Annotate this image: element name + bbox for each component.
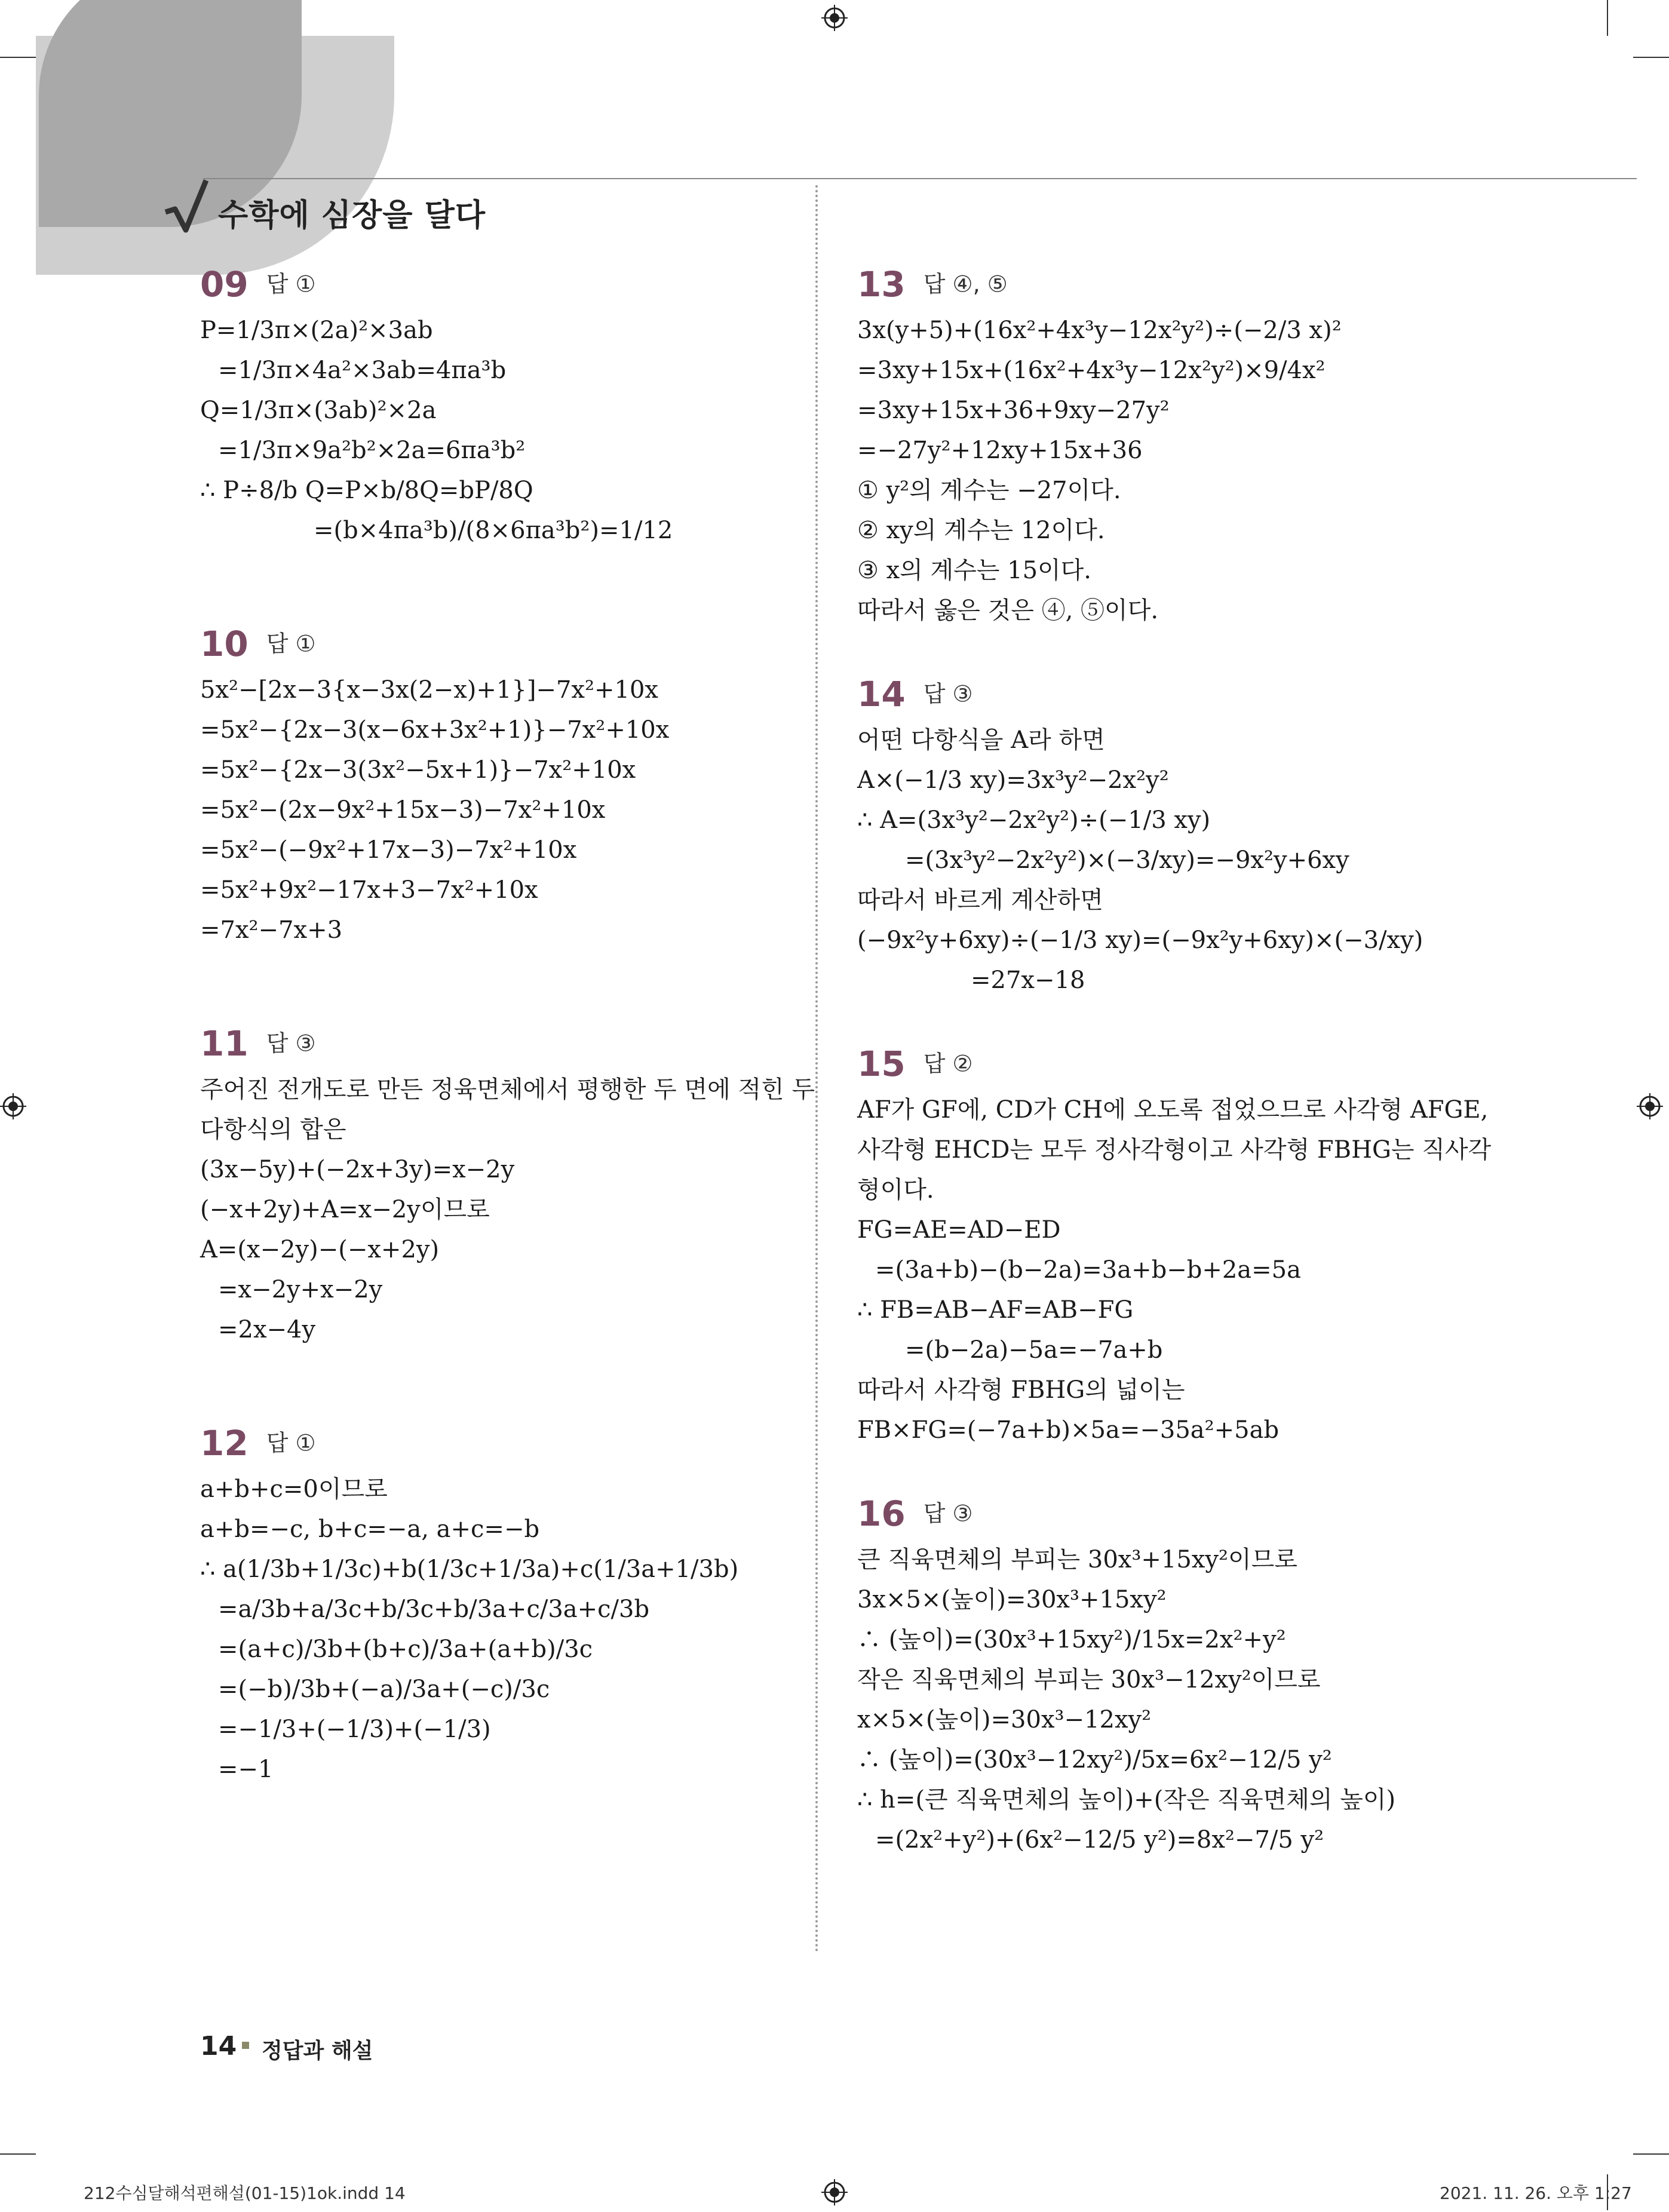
solution-line: =(a+c)/3b+(b+c)/3a+(a+b)/3c xyxy=(218,1636,593,1663)
solution-line: =(b×4πa³b)/(8×6πa³b²)=1/12 xyxy=(314,517,673,544)
solution-line: 다항식의 합은 xyxy=(200,1116,346,1143)
solution-line: =2x−4y xyxy=(218,1316,316,1343)
solution-line: ∴ P÷8/b Q=P×b/8Q=bP/8Q xyxy=(200,477,533,504)
solution-line: 5x²−[2x−3{x−3x(2−x)+1}]−7x²+10x xyxy=(200,676,658,704)
solution-line: =5x²−(−9x²+17x−3)−7x²+10x xyxy=(200,836,577,864)
solution-line: =1/3π×9a²b²×2a=6πa³b² xyxy=(218,437,526,464)
problem-header xyxy=(857,263,1455,311)
right-column xyxy=(857,263,1492,1860)
solution-line: 사각형 EHCD는 모두 정사각형이고 사각형 FBHG는 직사각 xyxy=(857,1136,1492,1164)
solution-line: =−1 xyxy=(218,1756,274,1783)
problem-number: 14 xyxy=(857,673,906,714)
left-column xyxy=(200,263,815,1790)
registration-mark-left xyxy=(0,1093,26,1119)
problem-number: 12 xyxy=(200,1422,248,1464)
solution-line: (3x−5y)+(−2x+3y)=x−2y xyxy=(200,1156,515,1183)
solution-line: ∴ A=(3x³y²−2x²y²)÷(−1/3 xy) xyxy=(857,806,1211,834)
solution-line: 따라서 옳은 것은 ④, ⑤이다. xyxy=(857,597,1159,624)
solution-line: 어떤 다항식을 A라 하면 xyxy=(857,726,1105,754)
solution-line: 따라서 사각형 FBHG의 넓이는 xyxy=(857,1376,1185,1404)
solution-line: ∴ (높이)=(30x³−12xy²)/5x=6x²−12/5 y² xyxy=(857,1746,1332,1774)
solution-line: ∴ a(1/3b+1/3c)+b(1/3c+1/3a)+c(1/3a+1/3b) xyxy=(200,1556,739,1583)
problem-header xyxy=(857,1492,1455,1540)
solution-line: =3xy+15x+(16x²+4x³y−12x²y²)×9/4x² xyxy=(857,357,1326,384)
answer-label: 답 ② xyxy=(923,1050,973,1077)
answer-label: 답 ④, ⑤ xyxy=(923,271,1008,297)
problem-12 xyxy=(200,1422,786,1790)
header-rule xyxy=(203,178,818,179)
solution-line: 주어진 전개도로 만든 정육면체에서 평행한 두 면에 적힌 두 xyxy=(200,1076,815,1103)
registration-mark-bottom xyxy=(821,2179,848,2205)
answer-label: 답 ① xyxy=(266,271,316,297)
solution-line: FG=AE=AD−ED xyxy=(857,1216,1061,1244)
solution-line: 형이다. xyxy=(857,1176,934,1204)
problem-number: 10 xyxy=(200,623,248,664)
problem-16 xyxy=(857,1492,1455,1860)
problem-header xyxy=(200,263,786,311)
solution-line: Q=1/3π×(3ab)²×2a xyxy=(200,397,437,424)
solution-line: 작은 직육면체의 부피는 30x³−12xy²이므로 xyxy=(857,1666,1321,1693)
solution-line: =1/3π×4a²×3ab=4πa³b xyxy=(218,357,507,384)
solution-line: A×(−1/3 xy)=3x³y²−2x²y² xyxy=(857,766,1169,794)
problem-header xyxy=(200,622,786,670)
column-divider xyxy=(815,185,818,1953)
problem-header xyxy=(200,1422,786,1469)
answer-label: 답 ① xyxy=(266,630,316,657)
answer-label: 답 ③ xyxy=(923,680,973,707)
solution-line: =x−2y+x−2y xyxy=(218,1276,383,1303)
solution-line: AF가 GF에, CD가 CH에 오도록 접었으므로 사각형 AFGE, xyxy=(857,1096,1489,1124)
problem-number: 16 xyxy=(857,1493,906,1534)
problem-header xyxy=(200,1022,786,1070)
registration-mark-top xyxy=(821,5,848,31)
problem-14 xyxy=(857,673,1455,1001)
answer-label: 답 ③ xyxy=(923,1500,973,1527)
problem-11 xyxy=(200,1022,815,1350)
solution-line: =(−b)/3b+(−a)/3a+(−c)/3c xyxy=(218,1676,550,1703)
solution-line: =5x²−{2x−3(3x²−5x+1)}−7x²+10x xyxy=(200,756,636,784)
solution-line: =(3a+b)−(b−2a)=3a+b−b+2a=5a xyxy=(875,1256,1301,1284)
solution-line: (−x+2y)+A=x−2y이므로 xyxy=(200,1196,490,1223)
problem-number: 11 xyxy=(200,1023,248,1064)
solution-line: =5x²−(2x−9x²+15x−3)−7x²+10x xyxy=(200,796,606,824)
solution-line: =a/3b+a/3c+b/3c+b/3a+c/3a+c/3b xyxy=(218,1596,650,1623)
problem-number: 09 xyxy=(200,263,248,305)
problem-header xyxy=(857,673,1455,720)
crop-mark xyxy=(1633,57,1669,58)
solution-line: ∴ (높이)=(30x³+15xy²)/15x=2x²+y² xyxy=(857,1626,1286,1653)
problem-13 xyxy=(857,263,1455,631)
solution-line: a+b=−c, b+c=−a, a+c=−b xyxy=(200,1515,540,1543)
problem-10 xyxy=(200,622,786,950)
problem-09 xyxy=(200,263,786,551)
crop-mark xyxy=(0,57,36,58)
crop-mark xyxy=(0,2153,36,2155)
solution-line: 따라서 바르게 계산하면 xyxy=(857,886,1103,914)
answer-label: 답 ① xyxy=(266,1429,316,1456)
solution-line: =−1/3+(−1/3)+(−1/3) xyxy=(218,1716,491,1743)
solution-line: 3x×5×(높이)=30x³+15xy² xyxy=(857,1586,1167,1613)
problem-number: 15 xyxy=(857,1043,906,1084)
crop-mark xyxy=(1633,2153,1669,2155)
print-slug-file: 212수심달해석편해설(01-15)1ok.indd 14 xyxy=(84,2183,406,2203)
solution-line: =(2x²+y²)+(6x²−12/5 y²)=8x²−7/5 y² xyxy=(875,1826,1324,1854)
solution-line: =5x²+9x²−17x+3−7x²+10x xyxy=(200,876,538,904)
solution-line: =3xy+15x+36+9xy−27y² xyxy=(857,397,1170,424)
solution-line: P=1/3π×(2a)²×3ab xyxy=(200,317,433,344)
problem-header xyxy=(857,1042,1455,1090)
header-logo: 수학에 심장을 달다 xyxy=(218,198,486,234)
problem-number: 13 xyxy=(857,263,906,305)
solution-line: =5x²−{2x−3(x−6x+3x²+1)}−7x²+10x xyxy=(200,716,670,744)
header-rule-right xyxy=(818,178,1637,179)
solution-line: ② xy의 계수는 12이다. xyxy=(857,517,1105,544)
solution-line: ∴ FB=AB−AF=AB−FG xyxy=(857,1296,1134,1324)
solution-line: =(3x³y²−2x²y²)×(−3/xy)=−9x²y+6xy xyxy=(905,846,1349,874)
solution-line: FB×FG=(−7a+b)×5a=−35a²+5ab xyxy=(857,1416,1280,1444)
solution-line: x×5×(높이)=30x³−12xy² xyxy=(857,1706,1152,1734)
section-label: 정답과 해설 xyxy=(262,2039,373,2063)
solution-line: ① y²의 계수는 −27이다. xyxy=(857,477,1121,504)
problem-15 xyxy=(857,1042,1492,1450)
solution-line: A=(x−2y)−(−x+2y) xyxy=(200,1236,440,1263)
solution-line: =−27y²+12xy+15x+36 xyxy=(857,437,1143,464)
registration-mark-right xyxy=(1637,1093,1663,1119)
footer-bullet xyxy=(242,2042,249,2049)
solution-line: ③ x의 계수는 15이다. xyxy=(857,557,1092,584)
print-slug-timestamp: 2021. 11. 26. 오후 1:27 xyxy=(1440,2183,1632,2203)
solution-line: ∴ h=(큰 직육면체의 높이)+(작은 직육면체의 높이) xyxy=(857,1786,1396,1814)
solution-line: a+b+c=0이므로 xyxy=(200,1475,388,1503)
solution-line: =27x−18 xyxy=(971,967,1085,994)
page-number: 14 xyxy=(200,2031,237,2061)
answer-label: 답 ③ xyxy=(266,1030,316,1057)
crop-mark xyxy=(1607,0,1608,36)
solution-line: 3x(y+5)+(16x²+4x³y−12x²y²)÷(−2/3 x)² xyxy=(857,317,1342,344)
sqrt-icon xyxy=(164,179,212,233)
solution-line: =7x²−7x+3 xyxy=(200,916,343,944)
solution-line: =(b−2a)−5a=−7a+b xyxy=(905,1336,1163,1364)
solution-line: (−9x²y+6xy)÷(−1/3 xy)=(−9x²y+6xy)×(−3/xy) xyxy=(857,926,1423,954)
solution-line: 큰 직육면체의 부피는 30x³+15xy²이므로 xyxy=(857,1546,1297,1573)
